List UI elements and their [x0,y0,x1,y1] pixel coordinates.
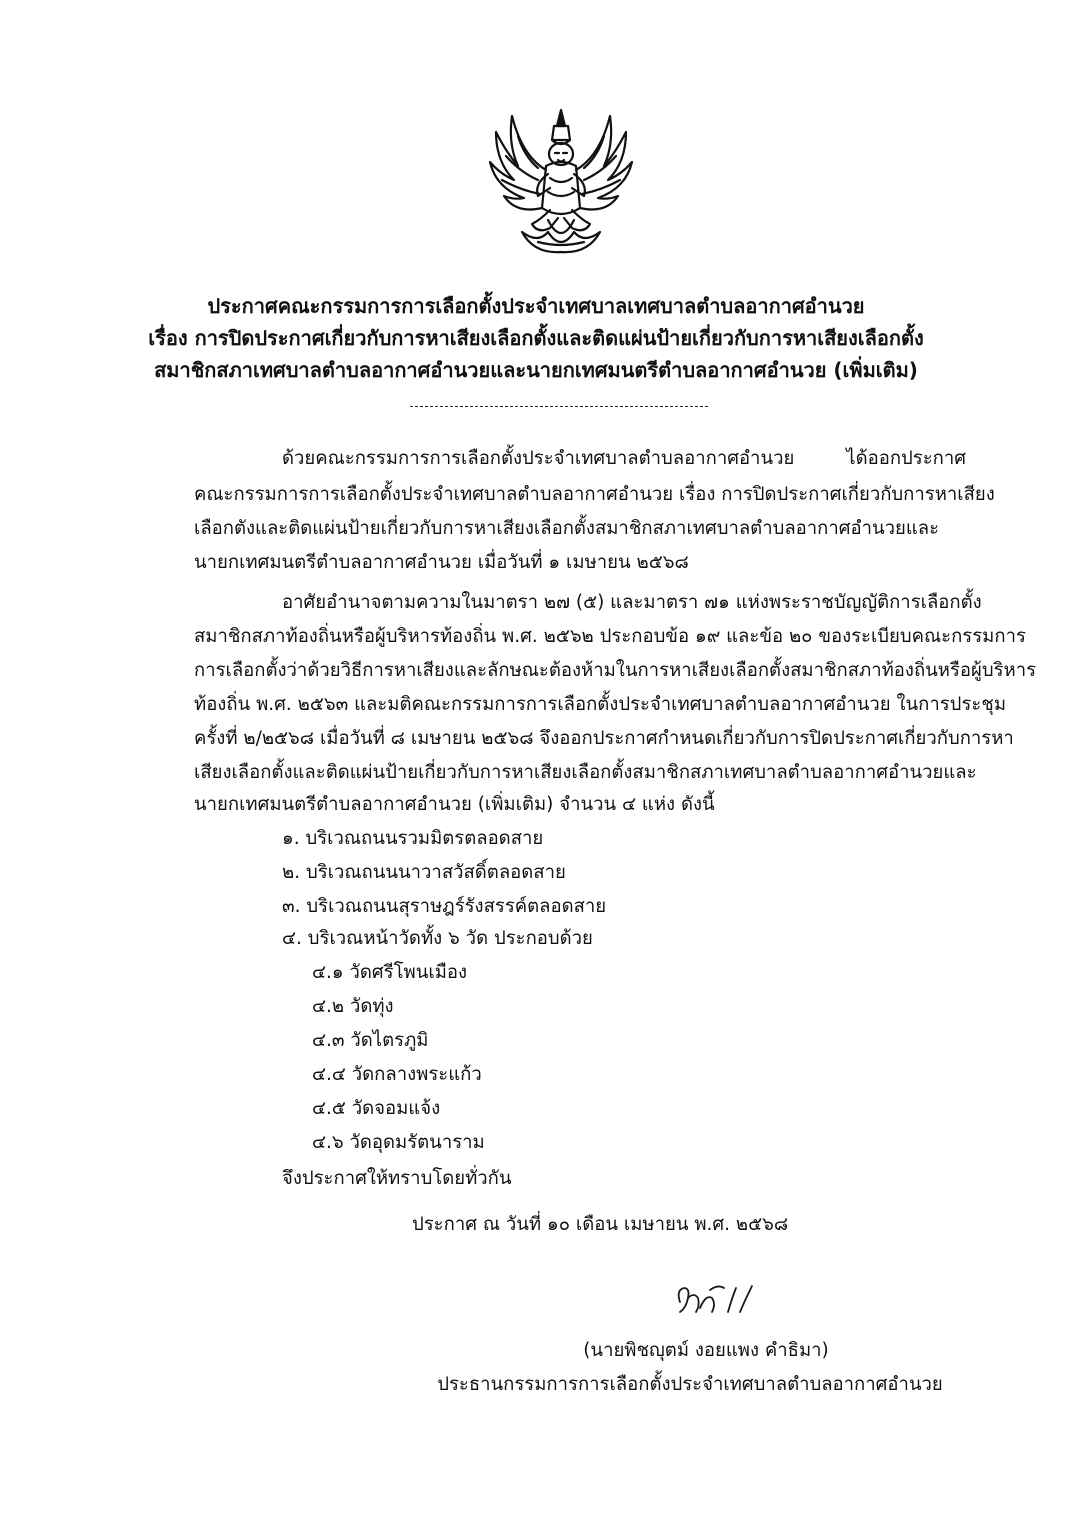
para2-line-1: อาศัยอำนาจตามความในมาตรา ๒๗ (๕) และมาตรา ๗๑ แห่งพระราชบัญญัติการเลือกตั้ง [282,592,982,613]
title-divider [410,406,708,407]
signatory-position: ประธานกรรมการการเลือกตั้งประจำเทศบาลตำบลอากาศอำนวย [437,1374,943,1395]
list-item: ๑. บริเวณถนนรวมมิตรตลอดสาย [282,828,544,849]
sub-list-item: ๔.๑ วัดศรีโพนเมือง [312,962,468,983]
announcement-date: ประกาศ ณ วันที่ ๑๐ เดือน เมษายน พ.ศ. ๒๕๖๘ [412,1214,789,1235]
list-item: ๓. บริเวณถนนสุราษฎร์รังสรรค์ตลอดสาย [282,896,607,917]
para2-line-2: สมาชิกสภาท้องถิ่นหรือผู้บริหารท้องถิ่น พ.ศ. ๒๕๖๒ ประกอบข้อ ๑๙ และข้อ ๒๐ ของระเบียบคณะกรรมการ [194,626,1026,647]
para1-line-3: เลือกตังและติดแผ่นป้ายเกี่ยวกับการหาเสียงเลือกตั้งสมาชิกสภาเทศบาลตำบลอากาศอำนวยและ [194,518,940,539]
announcement-title-line-1: ประกาศคณะกรรมการการเลือกตั้งประจำเทศบาลเทศบาลตำบลอากาศอำนวย [207,294,865,318]
para1-line-1: ด้วยคณะกรรมการการเลือกตั้งประจำเทศบาลตำบลอากาศอำนวย ได้ออกประกาศ [282,448,966,469]
para2-line-7: นายกเทศมนตรีตำบลอากาศอำนวย (เพิ่มเติม) จำนวน ๔ แห่ง ดังนี้ [194,794,715,815]
sub-list-item: ๔.๕ วัดจอมแจ้ง [312,1098,441,1119]
handwritten-signature [666,1268,786,1328]
para1-line-4: นายกเทศมนตรีตำบลอากาศอำนวย เมื่อวันที่ ๑ เมษายน ๒๕๖๘ [194,552,689,573]
sub-list-item: ๔.๒ วัดทุ่ง [312,996,394,1017]
announcement-subject-line-3: สมาชิกสภาเทศบาลตำบลอากาศอำนวยและนายกเทศมนตรีตำบลอากาศอำนวย (เพิ่มเติม) [154,358,918,382]
para2-line-3: การเลือกตั้งว่าด้วยวิธีการหาเสียงและลักษณะต้องห้ามในการหาเสียงเลือกตั้งสมาชิกสภาท้องถิ่นหรือผู้บริหาร [194,660,1037,681]
para1-line-2: คณะกรรมการการเลือกตั้งประจำเทศบาลตำบลอากาศอำนวย เรื่อง การปิดประกาศเกี่ยวกับการหาเสียง [194,484,995,505]
signatory-name: (นายพิชญุตม์ งอยแพง คำธิมา) [583,1340,829,1361]
sub-list-item: ๔.๔ วัดกลางพระแก้ว [312,1064,482,1085]
sub-list-item: ๔.๓ วัดไตรภูมิ [312,1030,429,1051]
list-item: ๔. บริเวณหน้าวัดทั้ง ๖ วัด ประกอบด้วย [282,928,593,949]
garuda-emblem-icon [478,96,644,262]
closing-statement: จึงประกาศให้ทราบโดยทั่วกัน [282,1168,512,1189]
para2-line-4: ท้องถิ่น พ.ศ. ๒๕๖๓ และมติคณะกรรมการการเลือกตั้งประจำเทศบาลตำบลอากาศอำนวย ในการประชุม [194,694,1007,715]
announcement-subject-line-2: เรื่อง การปิดประกาศเกี่ยวกับการหาเสียงเลือกตั้งและติดแผ่นป้ายเกี่ยวกับการหาเสียงเลือกตั้ง [148,326,924,350]
sub-list-item: ๔.๖ วัดอุดมรัตนาราม [312,1132,485,1153]
list-item: ๒. บริเวณถนนนาวาสวัสดิ์ตลอดสาย [282,862,566,883]
para2-line-5: ครั้งที่ ๒/๒๕๖๘ เมื่อวันที่ ๘ เมษายน ๒๕๖๘ จึงออกประกาศกำหนดเกี่ยวกับการปิดประกาศเกี่ยวกับการหา [194,728,1014,749]
para2-line-6: เสียงเลือกตั้งและติดแผ่นป้ายเกี่ยวกับการหาเสียงเลือกตั้งสมาชิกสภาเทศบาลตำบลอากาศอำนวยและ [194,762,977,783]
